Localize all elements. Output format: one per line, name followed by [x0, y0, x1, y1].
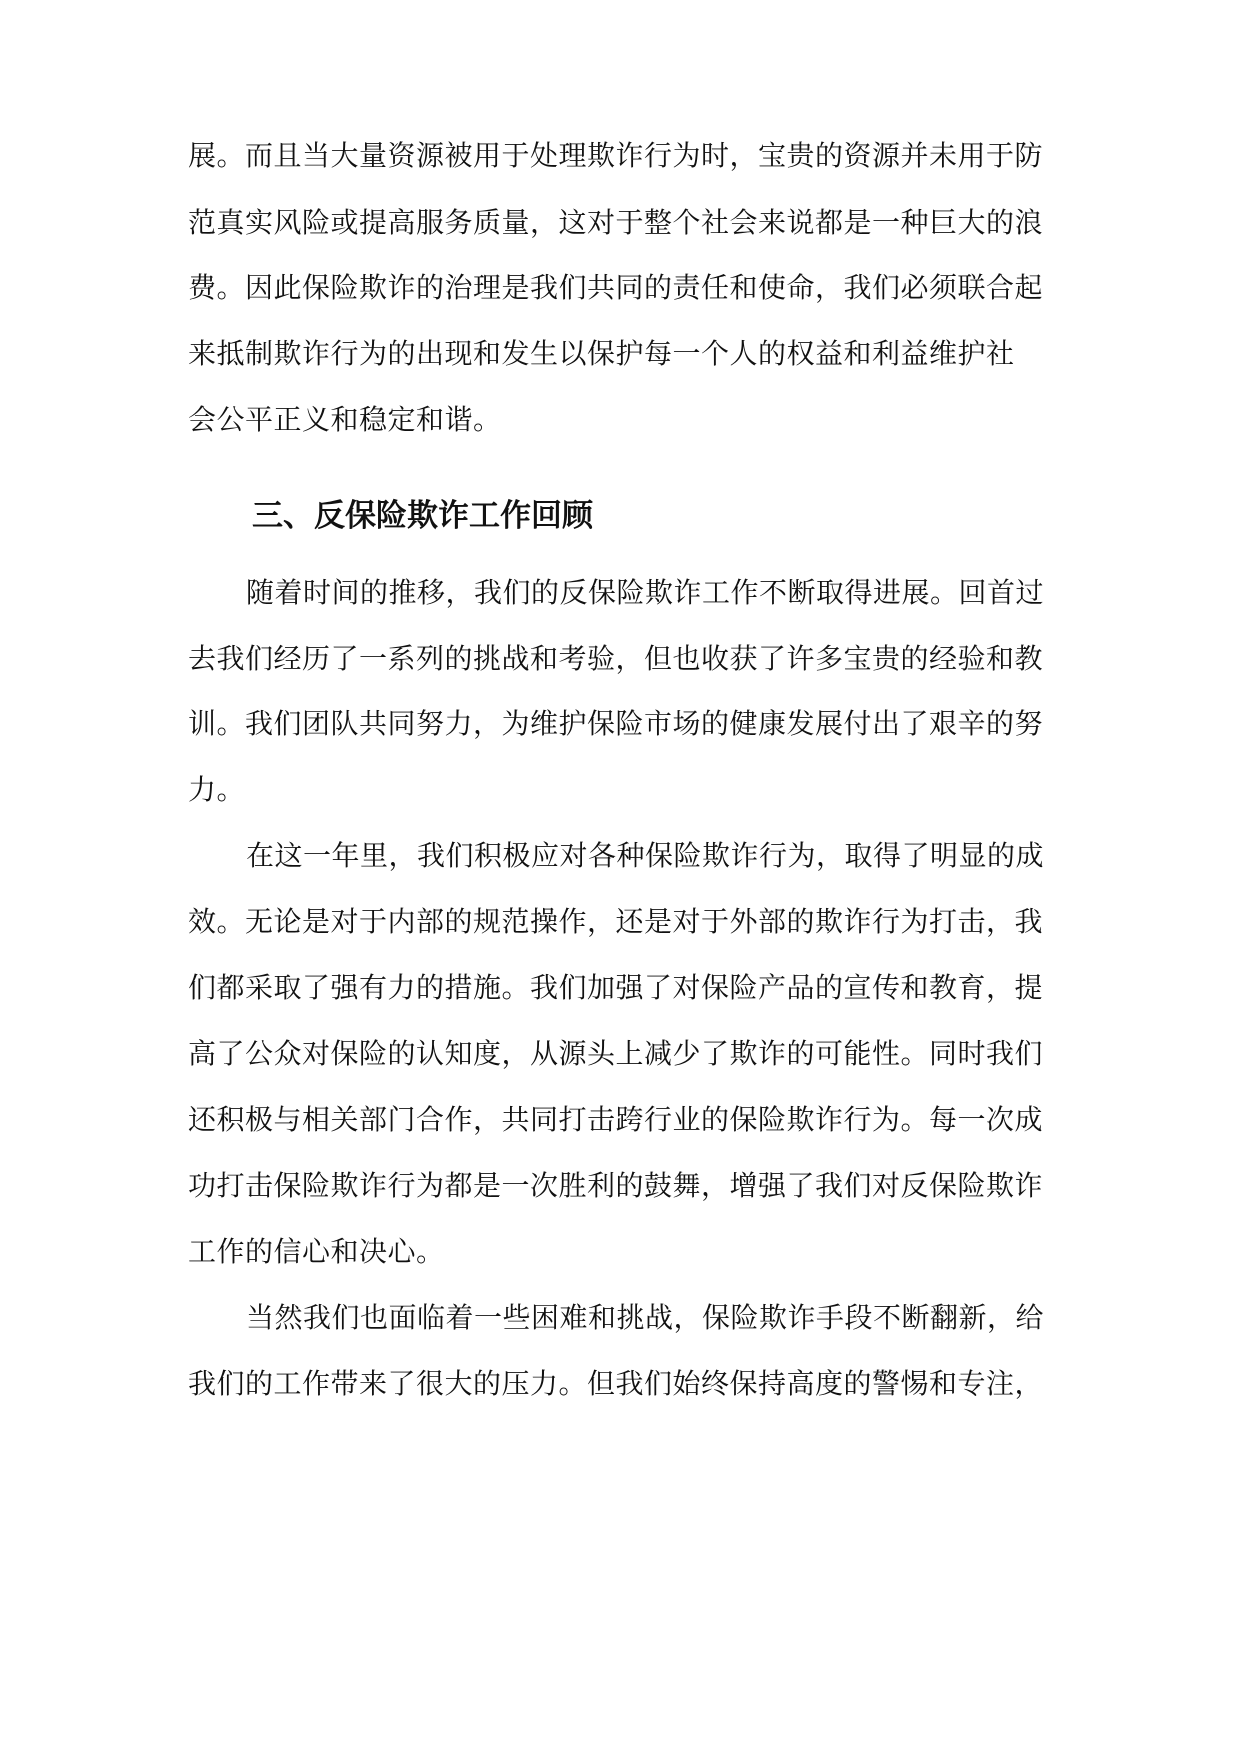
paragraph-3-line: 还积极与相关部门合作，共同打击跨行业的保险欺诈行为。每一次成: [188, 1103, 1044, 1136]
paragraph-2-line: 力。: [188, 773, 246, 806]
paragraph-3-line: 工作的信心和决心。: [188, 1235, 445, 1268]
paragraph-3-line: 功打击保险欺诈行为都是一次胜利的鼓舞，增强了我们对反保险欺诈: [188, 1169, 1044, 1202]
paragraph-1-line: 展。而且当大量资源被用于处理欺诈行为时，宝贵的资源并未用于防: [188, 139, 1044, 172]
paragraph-1-line: 范真实风险或提高服务质量，这对于整个社会来说都是一种巨大的浪: [188, 206, 1044, 239]
paragraph-4-line: 我们的工作带来了很大的压力。但我们始终保持高度的警惕和专注，: [188, 1367, 1044, 1400]
paragraph-1-line: 费。因此保险欺诈的治理是我们共同的责任和使命，我们必须联合起: [188, 271, 1044, 304]
paragraph-2-line: 训。我们团队共同努力，为维护保险市场的健康发展付出了艰辛的努: [188, 707, 1044, 740]
paragraph-1-line: 来抵制欺诈行为的出现和发生以保护每一个人的权益和利益维护社: [188, 337, 1015, 370]
paragraph-1-line: 会公平正义和稳定和谐。: [188, 403, 502, 436]
paragraph-4-line: 当然我们也面临着一些困难和挑战，保险欺诈手段不断翻新，给: [246, 1301, 1045, 1334]
paragraph-3-line: 们都采取了强有力的措施。我们加强了对保险产品的宣传和教育，提: [188, 971, 1044, 1004]
paragraph-3-line: 效。无论是对于内部的规范操作，还是对于外部的欺诈行为打击，我: [188, 905, 1044, 938]
paragraph-2-line: 去我们经历了一系列的挑战和考验，但也收获了许多宝贵的经验和教: [188, 642, 1044, 675]
paragraph-3-line: 在这一年里，我们积极应对各种保险欺诈行为，取得了明显的成: [246, 839, 1045, 872]
paragraph-2-line: 随着时间的推移，我们的反保险欺诈工作不断取得进展。回首过: [246, 576, 1045, 609]
paragraph-3-line: 高了公众对保险的认知度，从源头上减少了欺诈的可能性。同时我们: [188, 1037, 1044, 1070]
section-heading: 三、反保险欺诈工作回顾: [252, 498, 593, 534]
